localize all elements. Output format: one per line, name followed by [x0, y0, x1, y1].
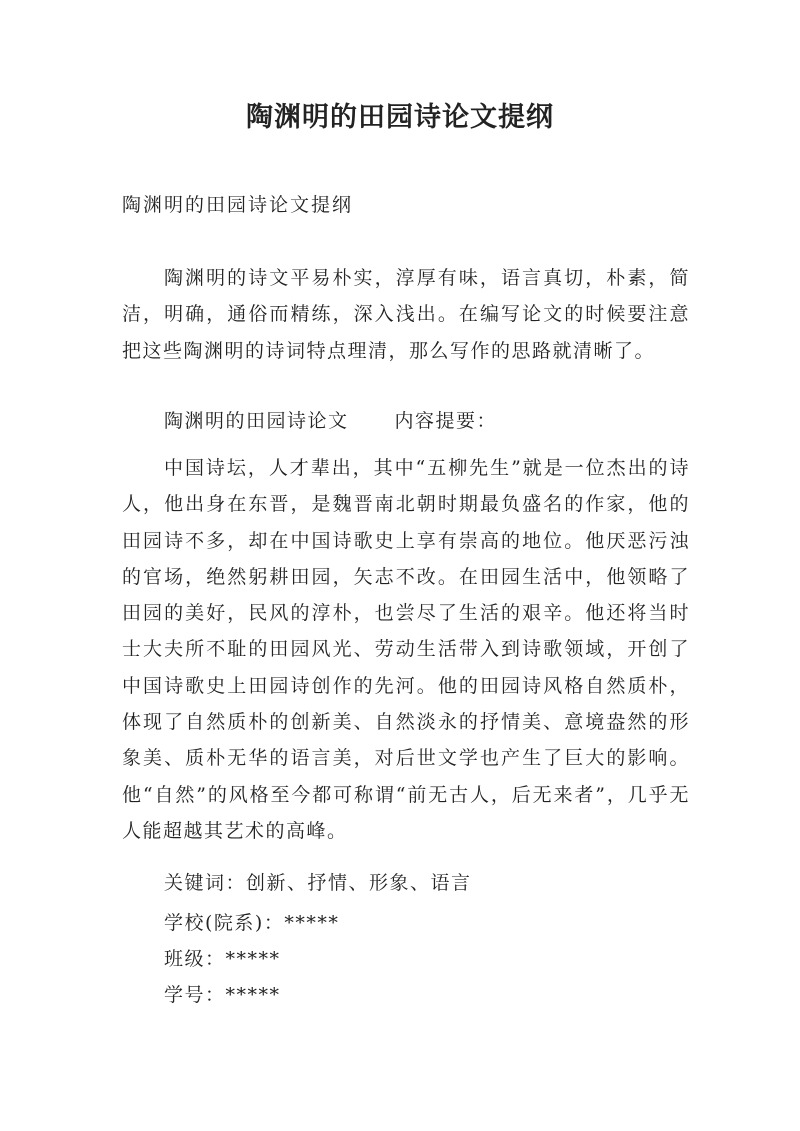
school-line: 学校(院系)：***** [164, 912, 340, 934]
document-title: 陶渊明的田园诗论文提纲 [246, 102, 554, 133]
abstract-heading-right: 内容提要： [394, 410, 498, 432]
document-subtitle: 陶渊明的田园诗论文提纲 [122, 194, 354, 216]
abstract-paragraph: 中国诗坛，人才辈出，其中“五柳先生”就是一位杰出的诗人，他出身在东晋，是魏晋南北朝时期最负盛名的作家，他的田园诗不多，却在中国诗歌史上享有崇高的地位。他厌恶污浊的官场，绝然躬耕田园，矢志不改。在田园生活中，他领略了田园的美好，民风的淳朴，也尝尽了生活的艰辛。他还将当时士大夫所不耻的田园风光、劳动生活带入到诗歌领域，开创了中国诗歌史上田园诗创作的先河。他的田园诗风格自然质朴，体现了自然质朴的创新美、自然淡永的抒情美、意境盎然的形象美、质朴无华的语言美，对后世文学也产生了巨大的影响。他“自然”的风格至今都可称谓“前无古人，后无来者”，几乎无人能超越其艺术的高峰。 [122, 457, 690, 842]
student-id-line: 学号：***** [164, 984, 281, 1006]
class-line: 班级：***** [164, 948, 281, 970]
abstract-heading-left: 陶渊明的田园诗论文 [164, 410, 349, 432]
abstract-heading [164, 406, 497, 433]
keywords-line: 关键词：创新、抒情、形象、语言 [164, 872, 472, 894]
intro-paragraph: 陶渊明的诗文平易朴实，淳厚有味，语言真切，朴素，简洁，明确，通俗而精练，深入浅出。在编写论文的时候要注意把这些陶渊明的诗词特点理清，那么写作的思路就清晰了。 [122, 267, 690, 362]
